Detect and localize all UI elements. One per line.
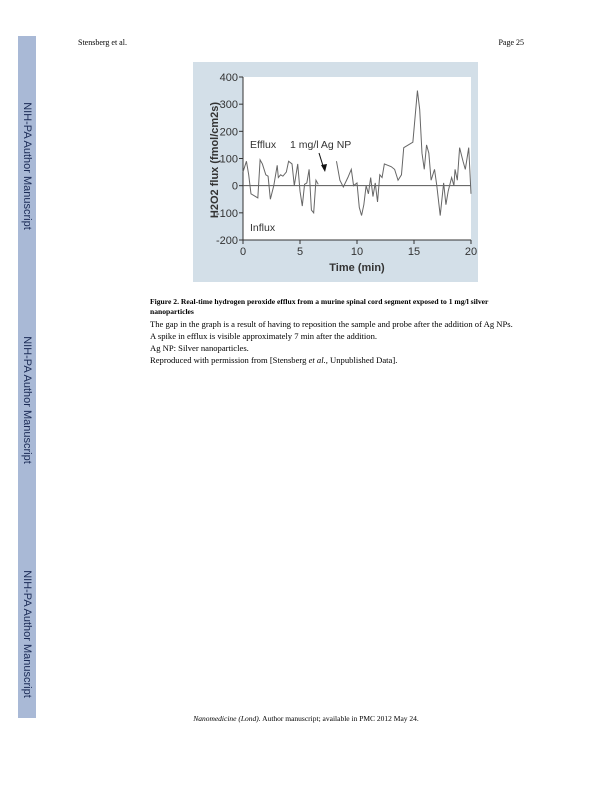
- sidebar-label: NIH-PA Author Manuscript: [21, 102, 33, 230]
- plot-area: [243, 77, 471, 240]
- figure-caption-title: Figure 2. Real-time hydrogen peroxide efflux from a murine spinal cord segment exposed to 1 mg/l silver nanoparticles: [150, 297, 489, 316]
- y-tick-label: 400: [219, 72, 238, 84]
- nih-sidebar: [18, 36, 36, 718]
- page-number: Page 25: [498, 38, 524, 47]
- sidebar-label: NIH-PA Author Manuscript: [21, 336, 33, 464]
- efflux-label: Efflux: [250, 139, 277, 151]
- x-tick-label: 20: [464, 246, 478, 258]
- figure-2: [193, 62, 478, 282]
- x-tick-label: 10: [350, 246, 364, 258]
- y-axis-label: H2O2 flux (fmol/cm2s): [209, 101, 221, 219]
- flux-chart: [193, 62, 478, 282]
- y-tick-label: 200: [219, 126, 238, 139]
- footer-citation: [0, 714, 612, 723]
- y-tick-label: -200: [215, 235, 238, 247]
- running-header-authors: Stensberg et al.: [78, 38, 127, 47]
- repro-suffix: , Unpublished Data].: [325, 355, 398, 365]
- x-tick-label: 0: [239, 246, 247, 258]
- y-tick-label: 300: [219, 99, 238, 112]
- x-axis-label: Time (min): [329, 262, 385, 274]
- x-tick-label: 15: [407, 246, 421, 258]
- caption-body: The gap in the graph is a result of having to reposition the sample and probe after the addition of Ag NPs. A spike in efflux is visible approximately 7 min after the addition.: [150, 319, 513, 341]
- footer-text: Author manuscript; available in PMC 2012 May 24.: [260, 714, 419, 723]
- influx-label: Influx: [250, 222, 276, 234]
- caption-reproduction: [150, 354, 520, 366]
- repro-italic: et al.: [308, 355, 326, 365]
- footer-journal: Nanomedicine (Lond).: [193, 714, 261, 723]
- y-tick-label: 100: [219, 153, 238, 166]
- caption-abbrev: Ag NP: Silver nanoparticles.: [150, 343, 249, 353]
- x-tick-label: 5: [296, 246, 304, 258]
- repro-prefix: Reproduced with permission from [Stensberg: [150, 355, 309, 365]
- addition-label: 1 mg/l Ag NP: [290, 139, 352, 151]
- y-tick-label: 0: [231, 180, 238, 193]
- y-tick-label: -100: [215, 207, 238, 220]
- sidebar-label: NIH-PA Author Manuscript: [21, 570, 33, 698]
